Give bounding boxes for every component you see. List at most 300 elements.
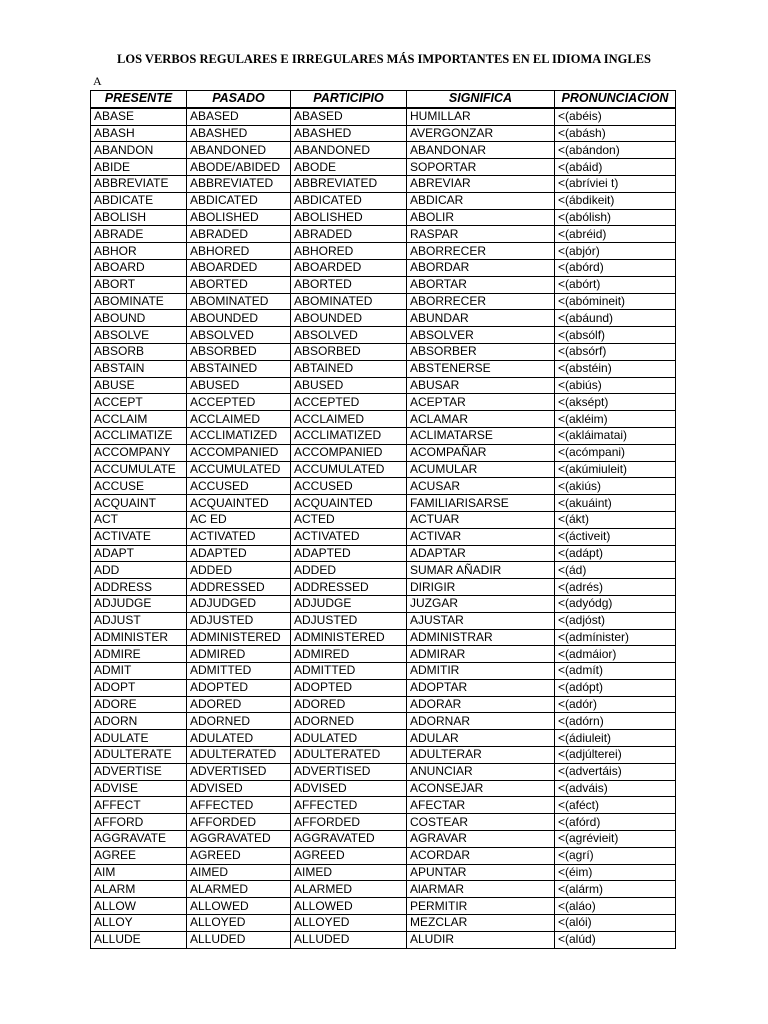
pronunciacion-cell: <(admínister): [555, 629, 676, 646]
significa-cell: ACTIVAR: [407, 528, 555, 545]
pronunciacion-cell: <(admáior): [555, 646, 676, 663]
participio-cell: ADORNED: [291, 713, 407, 730]
pasado-cell: ABOUNDED: [187, 310, 291, 327]
pasado-cell: ADJUDGED: [187, 595, 291, 612]
pronunciacion-cell: <(abiús): [555, 377, 676, 394]
table-row: [91, 461, 676, 478]
table-row: [91, 579, 676, 596]
pronunciacion-cell: <(abáid): [555, 159, 676, 176]
pronunciacion-cell: <(absólf): [555, 327, 676, 344]
table-row: [91, 831, 676, 848]
participio-cell: ADDRESSED: [291, 579, 407, 596]
significa-cell: COSTEAR: [407, 814, 555, 831]
table-row: [91, 663, 676, 680]
pasado-cell: ACQUAINTED: [187, 495, 291, 512]
presente-cell: ABBREVIATE: [91, 175, 187, 192]
pronunciacion-cell: <(acómpani): [555, 444, 676, 461]
pronunciacion-cell: <(abómineit): [555, 293, 676, 310]
participio-cell: ADJUDGE: [291, 595, 407, 612]
pasado-cell: ABODE/ABIDED: [187, 159, 291, 176]
participio-cell: ADVISED: [291, 780, 407, 797]
table-row: [91, 797, 676, 814]
presente-cell: ADULATE: [91, 730, 187, 747]
significa-cell: ABSORBER: [407, 343, 555, 360]
pronunciacion-cell: <(ákt): [555, 511, 676, 528]
table-row: [91, 226, 676, 243]
pronunciacion-cell: <(abórt): [555, 276, 676, 293]
table-row: [91, 343, 676, 360]
significa-cell: SOPORTAR: [407, 159, 555, 176]
pasado-cell: AFFORDED: [187, 814, 291, 831]
significa-cell: ADAPTAR: [407, 545, 555, 562]
presente-cell: ACCUMULATE: [91, 461, 187, 478]
pronunciacion-cell: <(akléim): [555, 411, 676, 428]
presente-cell: ACCOMPANY: [91, 444, 187, 461]
pasado-cell: ABASED: [187, 108, 291, 125]
participio-cell: ADJUSTED: [291, 612, 407, 629]
presente-cell: ADD: [91, 562, 187, 579]
pronunciacion-cell: <(abáund): [555, 310, 676, 327]
pronunciacion-cell: <(ábdikeit): [555, 192, 676, 209]
significa-cell: ACONSEJAR: [407, 780, 555, 797]
significa-cell: AFECTAR: [407, 797, 555, 814]
pasado-cell: ACCLIMATIZED: [187, 427, 291, 444]
significa-cell: ABUSAR: [407, 377, 555, 394]
participio-cell: ALLUDED: [291, 931, 407, 948]
participio-cell: ABOUNDED: [291, 310, 407, 327]
table-row: [91, 142, 676, 159]
presente-cell: ACQUAINT: [91, 495, 187, 512]
significa-cell: ACOMPAÑAR: [407, 444, 555, 461]
section-letter: A: [93, 74, 102, 88]
pronunciacion-cell: <(abólish): [555, 209, 676, 226]
pronunciacion-cell: <(abándon): [555, 142, 676, 159]
table-row: [91, 545, 676, 562]
significa-cell: ALUDIR: [407, 931, 555, 948]
significa-cell: JUZGAR: [407, 595, 555, 612]
table-row: [91, 847, 676, 864]
pronunciacion-cell: <(advertáis): [555, 763, 676, 780]
presente-cell: AIM: [91, 864, 187, 881]
table-row: [91, 192, 676, 209]
presente-cell: ALARM: [91, 881, 187, 898]
participio-cell: ACCUMULATED: [291, 461, 407, 478]
participio-cell: ADAPTED: [291, 545, 407, 562]
pronunciacion-cell: <(admít): [555, 663, 676, 680]
header-participio: PARTICIPIO: [291, 91, 407, 108]
pasado-cell: ADVISED: [187, 780, 291, 797]
presente-cell: ACCLAIM: [91, 411, 187, 428]
significa-cell: ACEPTAR: [407, 394, 555, 411]
presente-cell: ADULTERATE: [91, 747, 187, 764]
participio-cell: ADMIRED: [291, 646, 407, 663]
participio-cell: ABUSED: [291, 377, 407, 394]
pronunciacion-cell: <(akúmiuleit): [555, 461, 676, 478]
presente-cell: ABOARD: [91, 259, 187, 276]
pasado-cell: ALLOWED: [187, 898, 291, 915]
presente-cell: ADMIT: [91, 663, 187, 680]
header-presente: PRESENTE: [91, 91, 187, 108]
table-row: [91, 495, 676, 512]
pasado-cell: ABOLISHED: [187, 209, 291, 226]
table-row: [91, 310, 676, 327]
presente-cell: ADJUST: [91, 612, 187, 629]
pronunciacion-cell: <(adópt): [555, 679, 676, 696]
participio-cell: AIMED: [291, 864, 407, 881]
presente-cell: ACCUSE: [91, 478, 187, 495]
significa-cell: ABSOLVER: [407, 327, 555, 344]
presente-cell: ABOLISH: [91, 209, 187, 226]
significa-cell: ADORNAR: [407, 713, 555, 730]
presente-cell: ABANDON: [91, 142, 187, 159]
significa-cell: ABUNDAR: [407, 310, 555, 327]
significa-cell: ACLAMAR: [407, 411, 555, 428]
presente-cell: ABIDE: [91, 159, 187, 176]
pronunciacion-cell: <(abréid): [555, 226, 676, 243]
participio-cell: ADMINISTERED: [291, 629, 407, 646]
presente-cell: AGREE: [91, 847, 187, 864]
presente-cell: ABHOR: [91, 243, 187, 260]
presente-cell: AFFECT: [91, 797, 187, 814]
significa-cell: ABORRECER: [407, 243, 555, 260]
pasado-cell: ADULATED: [187, 730, 291, 747]
pasado-cell: ADULTERATED: [187, 747, 291, 764]
pasado-cell: ACCLAIMED: [187, 411, 291, 428]
pasado-cell: ADMITTED: [187, 663, 291, 680]
presente-cell: ABOMINATE: [91, 293, 187, 310]
table-row: [91, 763, 676, 780]
pasado-cell: ABHORED: [187, 243, 291, 260]
participio-cell: ABRADED: [291, 226, 407, 243]
significa-cell: ACUSAR: [407, 478, 555, 495]
significa-cell: HUMILLAR: [407, 108, 555, 125]
table-row: [91, 898, 676, 915]
pronunciacion-cell: <(éim): [555, 864, 676, 881]
presente-cell: ACTIVATE: [91, 528, 187, 545]
pronunciacion-cell: <(alói): [555, 915, 676, 932]
presente-cell: AGGRAVATE: [91, 831, 187, 848]
table-row: [91, 881, 676, 898]
significa-cell: ACLIMATARSE: [407, 427, 555, 444]
significa-cell: ADMIRAR: [407, 646, 555, 663]
header-pasado: PASADO: [187, 91, 291, 108]
presente-cell: ABOUND: [91, 310, 187, 327]
significa-cell: ACTUAR: [407, 511, 555, 528]
participio-cell: ABASHED: [291, 125, 407, 142]
significa-cell: ADMINISTRAR: [407, 629, 555, 646]
pasado-cell: ABOMINATED: [187, 293, 291, 310]
pasado-cell: ACCUMULATED: [187, 461, 291, 478]
table-row: [91, 528, 676, 545]
pronunciacion-cell: <(absórf): [555, 343, 676, 360]
presente-cell: ABSTAIN: [91, 360, 187, 377]
significa-cell: ADORAR: [407, 696, 555, 713]
pasado-cell: ABORTED: [187, 276, 291, 293]
significa-cell: ABORRECER: [407, 293, 555, 310]
pronunciacion-cell: <(abstéin): [555, 360, 676, 377]
participio-cell: ADVERTISED: [291, 763, 407, 780]
table-row: [91, 780, 676, 797]
participio-cell: ACQUAINTED: [291, 495, 407, 512]
table-row: [91, 612, 676, 629]
pronunciacion-cell: <(adyódg): [555, 595, 676, 612]
participio-cell: AGGRAVATED: [291, 831, 407, 848]
significa-cell: ADULTERAR: [407, 747, 555, 764]
significa-cell: ABDICAR: [407, 192, 555, 209]
pasado-cell: ABSTAINED: [187, 360, 291, 377]
participio-cell: ALARMED: [291, 881, 407, 898]
table-row: [91, 444, 676, 461]
pronunciacion-cell: <(abríviei t): [555, 175, 676, 192]
pasado-cell: AFFECTED: [187, 797, 291, 814]
table-row: [91, 730, 676, 747]
presente-cell: ADMINISTER: [91, 629, 187, 646]
significa-cell: SUMAR AÑADIR: [407, 562, 555, 579]
participio-cell: ADULATED: [291, 730, 407, 747]
presente-cell: ABORT: [91, 276, 187, 293]
pasado-cell: ABOARDED: [187, 259, 291, 276]
pasado-cell: ADJUSTED: [187, 612, 291, 629]
presente-cell: ACT: [91, 511, 187, 528]
pronunciacion-cell: <(aláo): [555, 898, 676, 915]
significa-cell: ANUNCIAR: [407, 763, 555, 780]
participio-cell: ACCLAIMED: [291, 411, 407, 428]
participio-cell: ABOMINATED: [291, 293, 407, 310]
table-row: [91, 478, 676, 495]
pasado-cell: AGREED: [187, 847, 291, 864]
pronunciacion-cell: <(alúd): [555, 931, 676, 948]
significa-cell: DIRIGIR: [407, 579, 555, 596]
pasado-cell: ADDED: [187, 562, 291, 579]
participio-cell: ADOPTED: [291, 679, 407, 696]
pasado-cell: AC ED: [187, 511, 291, 528]
table-row: [91, 108, 676, 125]
presente-cell: ALLOW: [91, 898, 187, 915]
participio-cell: ALLOYED: [291, 915, 407, 932]
significa-cell: ABANDONAR: [407, 142, 555, 159]
significa-cell: FAMILIARISARSE: [407, 495, 555, 512]
significa-cell: ACUMULAR: [407, 461, 555, 478]
presente-cell: ABASE: [91, 108, 187, 125]
pronunciacion-cell: <(abéis): [555, 108, 676, 125]
pronunciacion-cell: <(adór): [555, 696, 676, 713]
participio-cell: ADORED: [291, 696, 407, 713]
table-row: [91, 125, 676, 142]
presente-cell: ABSOLVE: [91, 327, 187, 344]
pronunciacion-cell: <(abórd): [555, 259, 676, 276]
pronunciacion-cell: <(adápt): [555, 545, 676, 562]
participio-cell: ACCLIMATIZED: [291, 427, 407, 444]
pasado-cell: ABANDONED: [187, 142, 291, 159]
pronunciacion-cell: <(afórd): [555, 814, 676, 831]
table-body: [91, 108, 676, 948]
significa-cell: ABSTENERSE: [407, 360, 555, 377]
pronunciacion-cell: <(aféct): [555, 797, 676, 814]
table-row: [91, 864, 676, 881]
table-row: [91, 915, 676, 932]
pronunciacion-cell: <(akiús): [555, 478, 676, 495]
table-row: [91, 562, 676, 579]
page-title: LOS VERBOS REGULARES E IRREGULARES MÁS IMPORTANTES EN EL IDIOMA INGLES: [117, 52, 651, 66]
pasado-cell: ABASHED: [187, 125, 291, 142]
pronunciacion-cell: <(abjór): [555, 243, 676, 260]
pronunciacion-cell: <(akláimatai): [555, 427, 676, 444]
participio-cell: AGREED: [291, 847, 407, 864]
pasado-cell: ADMINISTERED: [187, 629, 291, 646]
presente-cell: ALLOY: [91, 915, 187, 932]
pronunciacion-cell: <(adjóst): [555, 612, 676, 629]
pasado-cell: ABBREVIATED: [187, 175, 291, 192]
pasado-cell: ALLOYED: [187, 915, 291, 932]
participio-cell: ADULTERATED: [291, 747, 407, 764]
pasado-cell: ABSORBED: [187, 343, 291, 360]
significa-cell: ABORTAR: [407, 276, 555, 293]
table-header-row: [91, 91, 676, 108]
table-row: [91, 360, 676, 377]
table-row: [91, 814, 676, 831]
presente-cell: ABSORB: [91, 343, 187, 360]
pronunciacion-cell: <(áctiveit): [555, 528, 676, 545]
presente-cell: ACCEPT: [91, 394, 187, 411]
presente-cell: ADORN: [91, 713, 187, 730]
significa-cell: RASPAR: [407, 226, 555, 243]
pasado-cell: ADMIRED: [187, 646, 291, 663]
participio-cell: ACCEPTED: [291, 394, 407, 411]
participio-cell: ABDICATED: [291, 192, 407, 209]
table-row: [91, 679, 676, 696]
presente-cell: ADORE: [91, 696, 187, 713]
table-row: [91, 713, 676, 730]
presente-cell: ADVERTISE: [91, 763, 187, 780]
participio-cell: ABSORBED: [291, 343, 407, 360]
presente-cell: ACCLIMATIZE: [91, 427, 187, 444]
table-row: [91, 293, 676, 310]
pronunciacion-cell: <(adváis): [555, 780, 676, 797]
pasado-cell: ADDRESSED: [187, 579, 291, 596]
pasado-cell: ADAPTED: [187, 545, 291, 562]
pasado-cell: ABSOLVED: [187, 327, 291, 344]
table-row: [91, 259, 676, 276]
presente-cell: ABASH: [91, 125, 187, 142]
pronunciacion-cell: <(adrés): [555, 579, 676, 596]
pasado-cell: ACCEPTED: [187, 394, 291, 411]
participio-cell: ABASED: [291, 108, 407, 125]
presente-cell: ADMIRE: [91, 646, 187, 663]
table-row: [91, 931, 676, 948]
participio-cell: ABORTED: [291, 276, 407, 293]
table-row: [91, 377, 676, 394]
pasado-cell: ABDICATED: [187, 192, 291, 209]
participio-cell: ADDED: [291, 562, 407, 579]
pronunciacion-cell: <(agrévieit): [555, 831, 676, 848]
pasado-cell: ADORED: [187, 696, 291, 713]
pronunciacion-cell: <(abásh): [555, 125, 676, 142]
presente-cell: ABRADE: [91, 226, 187, 243]
table-row: [91, 327, 676, 344]
participio-cell: ACCUSED: [291, 478, 407, 495]
participio-cell: AFFECTED: [291, 797, 407, 814]
significa-cell: ABREVIAR: [407, 175, 555, 192]
pronunciacion-cell: <(akuáint): [555, 495, 676, 512]
pasado-cell: ACCUSED: [187, 478, 291, 495]
verbs-table: [90, 90, 676, 949]
participio-cell: ABSOLVED: [291, 327, 407, 344]
significa-cell: AJUSTAR: [407, 612, 555, 629]
table-row: [91, 411, 676, 428]
participio-cell: AFFORDED: [291, 814, 407, 831]
participio-cell: ABTAINED: [291, 360, 407, 377]
participio-cell: ABODE: [291, 159, 407, 176]
pronunciacion-cell: <(adórn): [555, 713, 676, 730]
significa-cell: ADOPTAR: [407, 679, 555, 696]
presente-cell: ALLUDE: [91, 931, 187, 948]
table-row: [91, 511, 676, 528]
significa-cell: MEZCLAR: [407, 915, 555, 932]
pasado-cell: ADORNED: [187, 713, 291, 730]
presente-cell: ABUSE: [91, 377, 187, 394]
pasado-cell: AGGRAVATED: [187, 831, 291, 848]
participio-cell: ABOARDED: [291, 259, 407, 276]
participio-cell: ADMITTED: [291, 663, 407, 680]
table-row: [91, 394, 676, 411]
pronunciacion-cell: <(ádiuleit): [555, 730, 676, 747]
pronunciacion-cell: <(agrí): [555, 847, 676, 864]
pronunciacion-cell: <(aksépt): [555, 394, 676, 411]
presente-cell: ADDRESS: [91, 579, 187, 596]
pasado-cell: ADVERTISED: [187, 763, 291, 780]
significa-cell: ABORDAR: [407, 259, 555, 276]
participio-cell: ABOLISHED: [291, 209, 407, 226]
pasado-cell: AIMED: [187, 864, 291, 881]
table-row: [91, 427, 676, 444]
pronunciacion-cell: <(ád): [555, 562, 676, 579]
significa-cell: APUNTAR: [407, 864, 555, 881]
table-row: [91, 646, 676, 663]
participio-cell: ALLOWED: [291, 898, 407, 915]
significa-cell: AlARMAR: [407, 881, 555, 898]
table-row: [91, 696, 676, 713]
presente-cell: ADAPT: [91, 545, 187, 562]
pasado-cell: ALLUDED: [187, 931, 291, 948]
significa-cell: ADMITIR: [407, 663, 555, 680]
presente-cell: ADOPT: [91, 679, 187, 696]
header-pronunciacion: PRONUNCIACION: [555, 91, 676, 108]
significa-cell: PERMITIR: [407, 898, 555, 915]
significa-cell: AGRAVAR: [407, 831, 555, 848]
pasado-cell: ACCOMPANIED: [187, 444, 291, 461]
pasado-cell: ACTIVATED: [187, 528, 291, 545]
pronunciacion-cell: <(alárm): [555, 881, 676, 898]
table-row: [91, 747, 676, 764]
table-row: [91, 276, 676, 293]
participio-cell: ACCOMPANIED: [291, 444, 407, 461]
participio-cell: ACTIVATED: [291, 528, 407, 545]
presente-cell: AFFORD: [91, 814, 187, 831]
table-row: [91, 629, 676, 646]
table-row: [91, 209, 676, 226]
significa-cell: AVERGONZAR: [407, 125, 555, 142]
pasado-cell: ADOPTED: [187, 679, 291, 696]
participio-cell: ABBREVIATED: [291, 175, 407, 192]
participio-cell: ABANDONED: [291, 142, 407, 159]
participio-cell: ABHORED: [291, 243, 407, 260]
presente-cell: ADVISE: [91, 780, 187, 797]
pronunciacion-cell: <(adjúlterei): [555, 747, 676, 764]
pasado-cell: ABUSED: [187, 377, 291, 394]
header-significa: SIGNIFICA: [407, 91, 555, 108]
significa-cell: ADULAR: [407, 730, 555, 747]
presente-cell: ADJUDGE: [91, 595, 187, 612]
